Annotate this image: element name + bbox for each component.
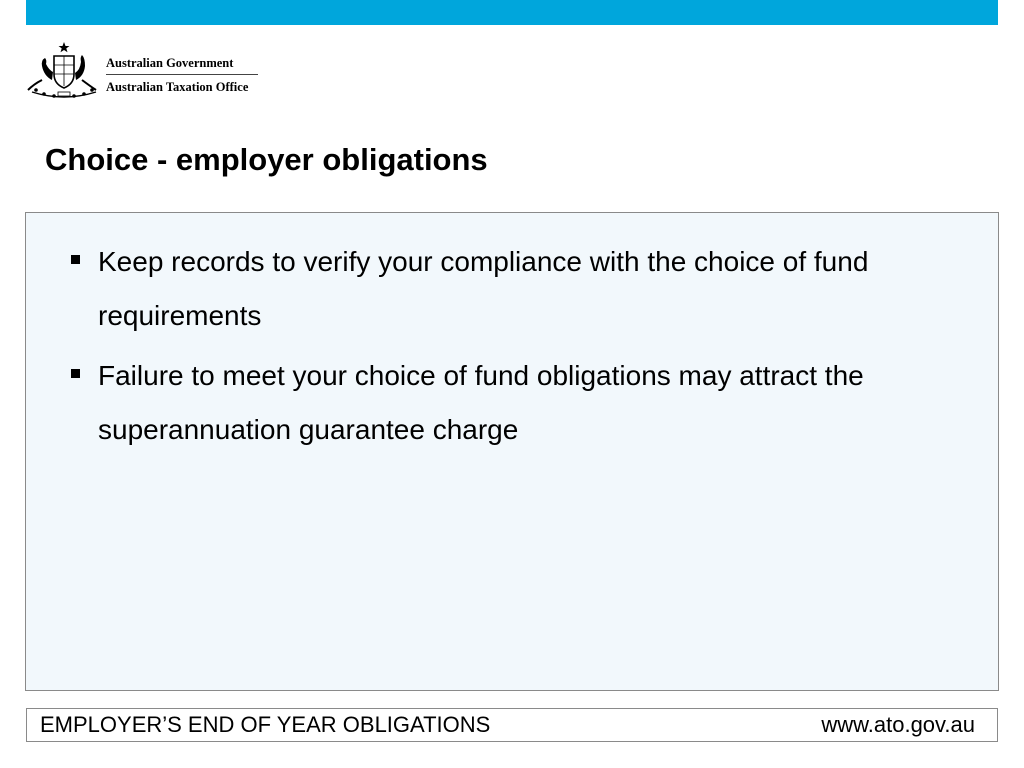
logo-org-line2: Australian Taxation Office <box>106 80 249 94</box>
logo-text <box>106 54 258 96</box>
content-box <box>25 212 999 691</box>
bullet-text: Keep records to verify your compliance with the choice of fund requirements <box>98 246 869 331</box>
bullet-text: Failure to meet your choice of fund obligations may attract the superannuation guarantee charge <box>98 360 864 445</box>
logo-org-line1: Australian Government <box>106 54 258 75</box>
bullet-list <box>98 235 978 463</box>
coat-of-arms-icon <box>24 40 104 100</box>
top-accent-bar <box>26 0 998 25</box>
bullet-item <box>98 235 978 343</box>
footer-title: EMPLOYER’S END OF YEAR OBLIGATIONS <box>40 712 491 737</box>
government-logo <box>24 40 260 100</box>
page-title: Choice - employer obligations <box>45 142 488 177</box>
footer-url: www.ato.gov.au <box>821 712 975 737</box>
bullet-item <box>98 349 978 457</box>
square-bullet-icon <box>71 369 80 378</box>
footer-bar <box>26 708 998 742</box>
square-bullet-icon <box>71 255 80 264</box>
